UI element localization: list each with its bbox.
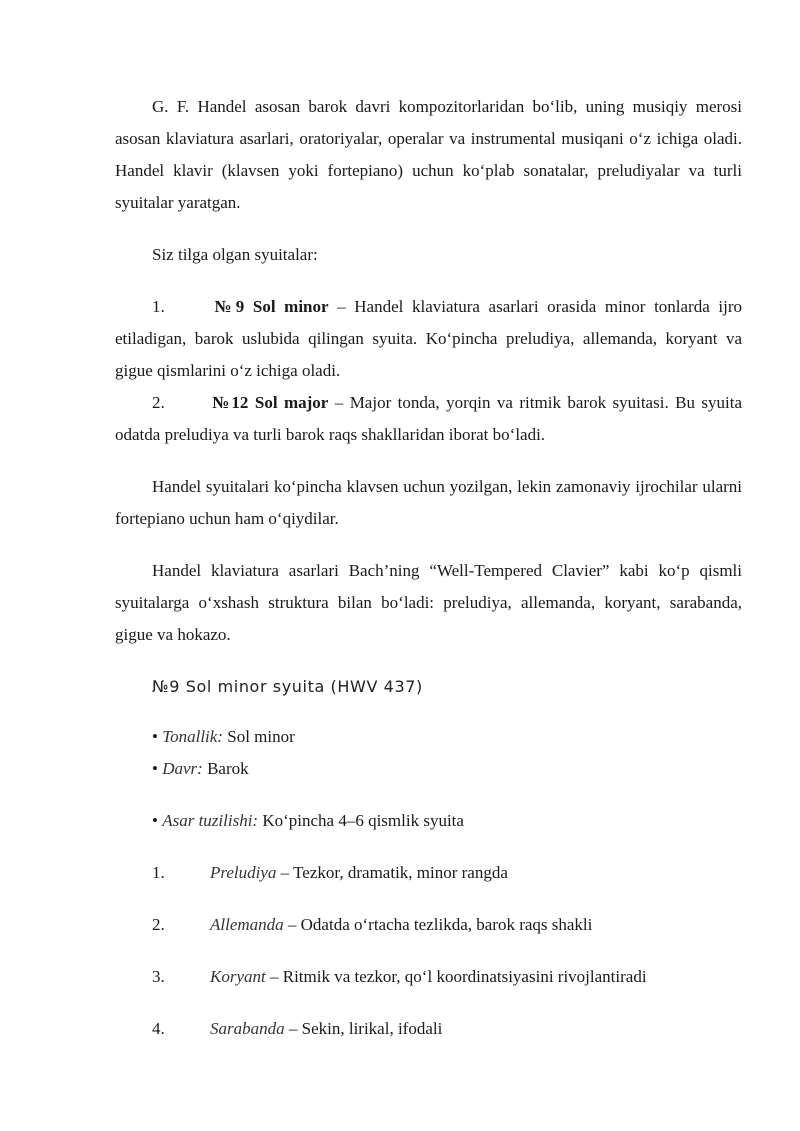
movement-desc: – Sekin, lirikal, ifodali: [284, 1019, 443, 1038]
suite-item-1: [115, 291, 742, 387]
bullet-glyph: •: [152, 811, 158, 830]
bullet-tonality-label: Tonallik:: [162, 727, 223, 746]
structure-paragraph: Handel klaviatura asarlari Bach’ning “Well-Tempered Clavier” kabi ko‘p qismli syuitalarga o‘xshash struktura bilan bo‘ladi: preludiya, allemanda, koryant, sarabanda, gigue va hokazo.: [115, 561, 742, 644]
suite-subheading: №9 Sol minor syuita (HWV 437): [152, 677, 423, 696]
bullet-period: [115, 753, 742, 785]
suite-item-1-title: №9 Sol minor: [210, 297, 329, 316]
bullet-glyph: •: [152, 759, 158, 778]
intro-paragraph: G. F. Handel asosan barok davri kompozitorlaridan bo‘lib, uning musiqiy merosi asosan klaviatura asarlari, oratoriyalar, operalar va instrumental musiqani o‘z ichiga oladi. Handel klavir (klavsen yoki fortepiano) uchun ko‘plab sonatalar, preludiyalar va turli syuitalar yaratgan.: [115, 97, 742, 212]
movement-item: [115, 909, 742, 941]
movement-item: [115, 961, 742, 993]
movement-number: 1.: [152, 863, 165, 882]
suites-lead: Siz tilga olgan syuitalar:: [152, 245, 318, 264]
bullet-tonality: [115, 721, 742, 753]
movement-desc: – Tezkor, dramatik, minor rangda: [276, 863, 508, 882]
bullet-glyph: •: [152, 727, 158, 746]
bullet-structure-value: Ko‘pincha 4–6 qismlik syuita: [258, 811, 464, 830]
movement-name: Allemanda: [210, 915, 284, 934]
suite-item-2-text: – Major tonda, yorqin va ritmik barok syuitasi. Bu syuita odatda preludiya va turli barok raqs shakllaridan iborat bo‘ladi.: [115, 393, 742, 444]
suite-item-1-number: 1.: [152, 297, 165, 316]
movement-name: Koryant: [210, 967, 266, 986]
suite-item-2-title: №12 Sol major: [210, 393, 329, 412]
bullet-structure: [115, 805, 742, 837]
suite-item-2: [115, 387, 742, 451]
movement-number: 4.: [152, 1019, 165, 1038]
movement-item: [115, 857, 742, 889]
movement-name: Sarabanda: [210, 1019, 285, 1038]
movement-desc: – Ritmik va tezkor, qo‘l koordinatsiyasini rivojlantiradi: [265, 967, 647, 986]
movement-number: 2.: [152, 915, 165, 934]
suite-item-2-number: 2.: [152, 393, 165, 412]
movement-item: [115, 1013, 742, 1045]
bullet-tonality-value: Sol minor: [222, 727, 295, 746]
bullet-period-label: Davr:: [162, 759, 203, 778]
bullet-period-value: Barok: [202, 759, 249, 778]
bullet-structure-label: Asar tuzilishi:: [162, 811, 259, 830]
movement-name: Preludiya: [210, 863, 277, 882]
movement-number: 3.: [152, 967, 165, 986]
harpsichord-paragraph: Handel syuitalari ko‘pincha klavsen uchun yozilgan, lekin zamonaviy ijrochilar ularni fortepiano uchun ham o‘qiydilar.: [115, 477, 742, 528]
movement-desc: – Odatda o‘rtacha tezlikda, barok raqs shakli: [283, 915, 593, 934]
suite-item-1-text: – Handel klaviatura asarlari orasida minor tonlarda ijro etiladigan, barok uslubida qilingan syuita. Ko‘pincha preludiya, allemanda, koryant va gigue qismlarini o‘z ichiga oladi.: [115, 297, 742, 380]
